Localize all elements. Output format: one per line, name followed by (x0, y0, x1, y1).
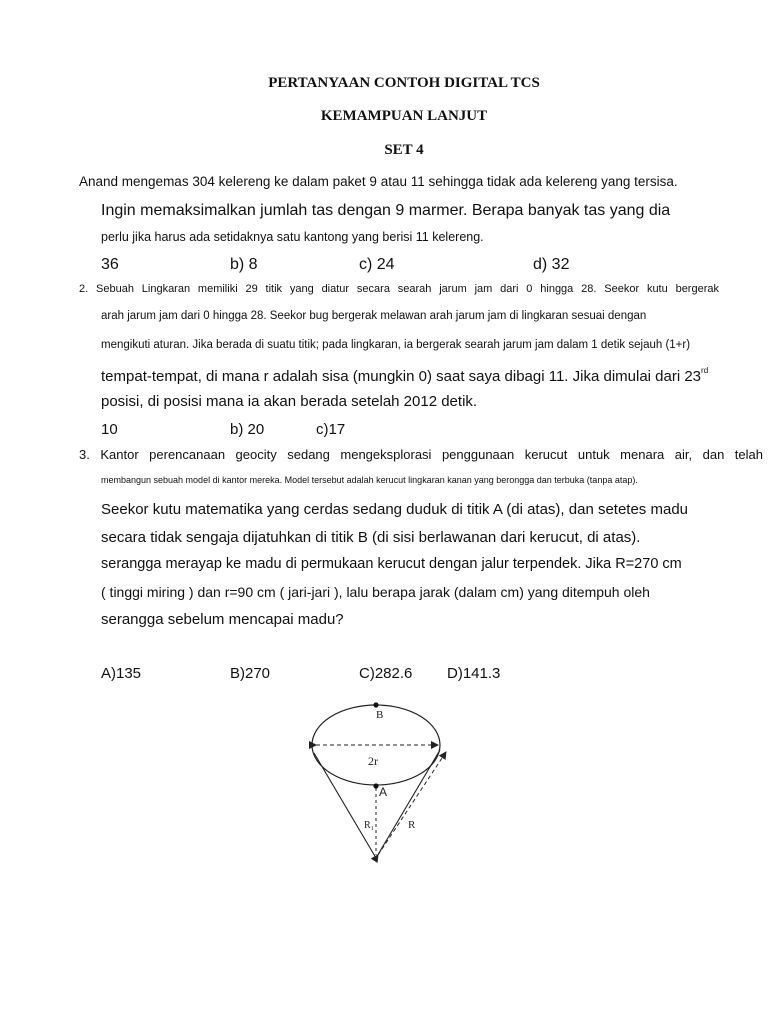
label-a: A (379, 785, 388, 799)
q2-line-4 (101, 366, 708, 385)
q3-line-2: membangun sebuah model di kantor mereka. Model tersebut adalah kerucut lingkaran kanan yang berongga dan terbuka (tanpa atap). (101, 475, 638, 485)
q3-option-c: C)282.6 (359, 665, 413, 682)
q2-line-2: arah jarum jam dari 0 hingga 28. Seekor bug bergerak melawan arah jarum jam di lingkaran sesuai dengan (101, 310, 647, 322)
q1-option-c: c) 24 (359, 256, 395, 273)
cone-diagram (300, 695, 460, 870)
q3-option-b: B)270 (230, 665, 271, 682)
label-2r: 2r (368, 754, 378, 768)
q3-option-d: D)141.3 (447, 665, 501, 682)
q3-line-1: 3. Kantor perencanaan geocity sedang mengeksplorasi penggunaan kerucut untuk menara air, dan telah (79, 447, 763, 462)
label-r: R (408, 819, 416, 831)
q2-option-a: 10 (101, 421, 118, 438)
q3-body-line-4: ( tinggi miring ) dan r=90 cm ( jari-jari ), lalu berapa jarak (dalam cm) yang ditempuh oleh (101, 584, 650, 600)
q2-line-1: 2. Sebuah Lingkaran memiliki 29 titik yang diatur secara searah jarum jam dari 0 hingga 28. Seekor kutu bergerak (79, 283, 719, 295)
cone-right-side (376, 750, 440, 858)
q2-line-3: mengikuti aturan. Jika berada di suatu titik; pada lingkaran, ia bergerak searah jarum jam dalam 1 detik sejauh (1+r) (101, 339, 691, 351)
label-r1: R₁ (364, 820, 375, 831)
q1-intro: Anand mengemas 304 kelereng ke dalam paket 9 atau 11 sehingga tidak ada kelereng yang tersisa. (79, 174, 678, 189)
q3-body-line-3: serangga merayap ke madu di permukaan kerucut dengan jalur terpendek. Jika R=270 cm (101, 556, 682, 572)
q2-ordinal-suffix: rd (701, 366, 709, 375)
q3-body-line-1: Seekor kutu matematika yang cerdas sedang duduk di titik A (di atas), dan setetes madu (101, 501, 688, 518)
q3-body-line-5: serangga sebelum mencapai madu? (101, 611, 344, 628)
point-a (373, 783, 378, 788)
page-subtitle: KEMAMPUAN LANJUT (320, 108, 488, 124)
slant-arrow (378, 752, 446, 855)
q1-option-b: b) 8 (230, 256, 258, 273)
page-title: PERTANYAAN CONTOH DIGITAL TCS (268, 75, 540, 91)
q2-option-c: c)17 (316, 421, 346, 438)
q2-line-5: posisi, di posisi mana ia akan berada setelah 2012 detik. (101, 393, 478, 410)
q1-option-a: 36 (101, 256, 119, 273)
q3-body-line-2: secara tidak sengaja dijatuhkan di titik B (di sisi berlawanan dari kerucut, di atas). (101, 529, 641, 546)
point-b (373, 702, 378, 707)
q1-option-d: d) 32 (533, 256, 570, 273)
label-b: B (376, 709, 384, 721)
q3-option-a: A)135 (101, 665, 142, 682)
set-label: SET 4 (384, 142, 424, 158)
q2-option-b: b) 20 (230, 421, 265, 438)
q2-line-4-text: tempat-tempat, di mana r adalah sisa (mungkin 0) saat saya dibagi 11. Jika dimulai dari 23 (101, 368, 702, 385)
q1-line-1: Ingin memaksimalkan jumlah tas dengan 9 marmer. Berapa banyak tas yang dia (101, 202, 671, 219)
q1-line-2: perlu jika harus ada setidaknya satu kantong yang berisi 11 kelereng. (101, 230, 484, 244)
cone-left-side (314, 753, 376, 858)
